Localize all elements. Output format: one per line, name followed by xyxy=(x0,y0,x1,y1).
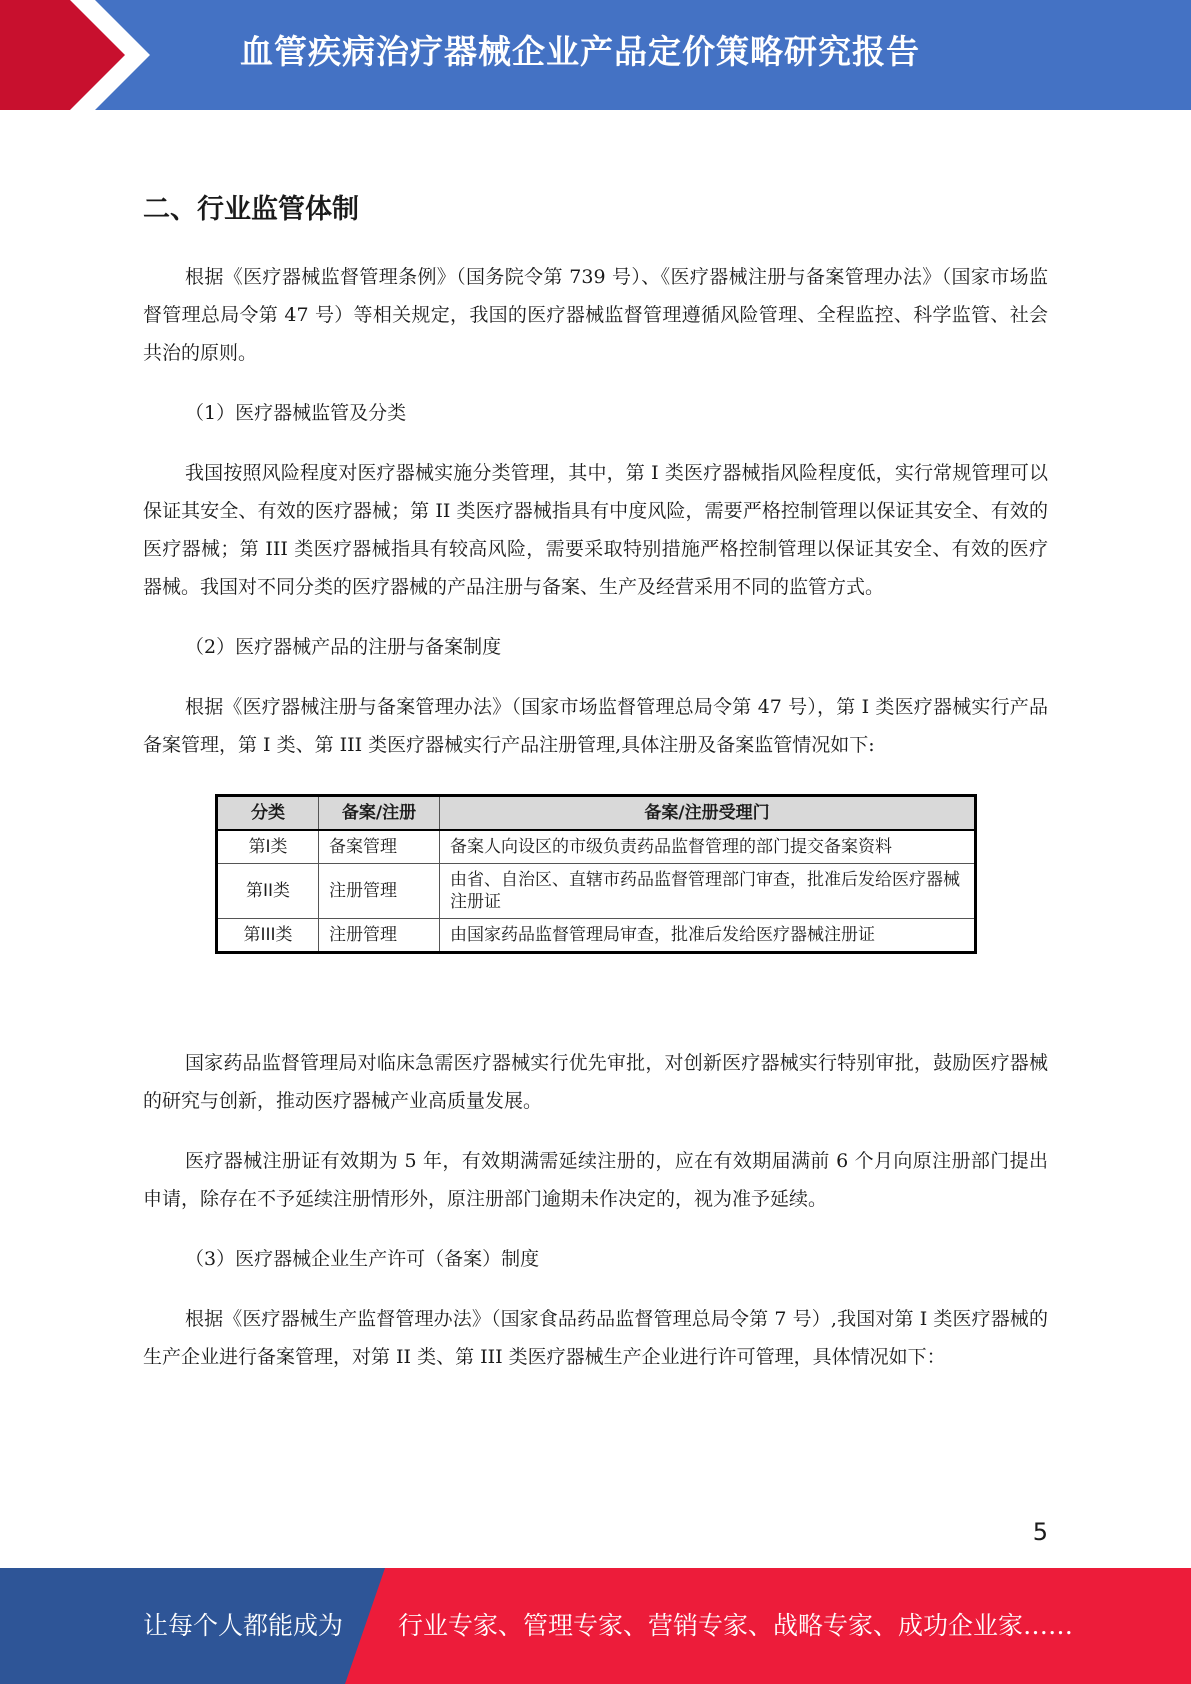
paragraph-validity: 医疗器械注册证有效期为 5 年，有效期满需延续注册的，应在有效期届满前 6 个月向原注册部门提出申请，除存在不予延续注册情形外，原注册部门逾期未作决定的，视为准予延续。 xyxy=(143,1150,1048,1210)
table-cell-category: 第II类 xyxy=(217,864,319,919)
table-row xyxy=(217,830,976,864)
page-content xyxy=(143,190,1048,1398)
registration-table xyxy=(215,794,977,954)
table-cell-department: 由国家药品监督管理局审查，批准后发给医疗器械注册证 xyxy=(440,919,976,953)
paragraph-classification: 我国按照风险程度对医疗器械实施分类管理，其中，第 I 类医疗器械指风险程度低，实行常规管理可以保证其安全、有效的医疗器械；第 II 类医疗器械指具有中度风险，需要严格控制管理以保证其安全、有效的医疗器械；第 III 类医疗器械指具有较高风险，需要采取特别措施严格控制管理以保证其安全、有效的医疗器械。我国对不同分类的医疗器械的产品注册与备案、生产及经营采用不同的监管方式。 xyxy=(143,462,1048,598)
table-header-type: 备案/注册 xyxy=(319,796,440,831)
paragraph-registration: 根据《医疗器械注册与备案管理办法》（国家市场监督管理总局令第 47 号），第 I 类医疗器械实行产品备案管理，第 I 类、第 III 类医疗器械实行产品注册管理,具体注册及备案监管情况如下: xyxy=(143,696,1048,756)
spacer xyxy=(143,954,1048,1044)
table-cell-type: 备案管理 xyxy=(319,830,440,864)
table-cell-type: 注册管理 xyxy=(319,919,440,953)
paragraph-regulation-basis: 根据《医疗器械监督管理条例》（国务院令第 739 号）、《医疗器械注册与备案管理办法》（国家市场监督管理总局令第 47 号）等相关规定，我国的医疗器械监督管理遵循风险管理、全程监控、科学监管、社会共治的原则。 xyxy=(143,266,1048,364)
table-cell-department: 备案人向设区的市级负责药品监督管理的部门提交备案资料 xyxy=(440,830,976,864)
subheading-production-license: （3）医疗器械企业生产许可（备案）制度 xyxy=(185,1248,540,1270)
subheading-registration: （2）医疗器械产品的注册与备案制度 xyxy=(185,636,502,658)
footer-slogan-left: 让每个人都能成为 xyxy=(143,1611,344,1640)
page-footer xyxy=(0,1568,1191,1684)
paragraph-production-license: 根据《医疗器械生产监督管理办法》（国家食品药品监督管理总局令第 7 号）,我国对第 I 类医疗器械的生产企业进行备案管理，对第 II 类、第 III 类医疗器械生产企业进行许可管理，具体情况如下： xyxy=(143,1308,1048,1368)
page-number: 5 xyxy=(1032,1518,1048,1546)
registration-table-wrapper xyxy=(215,794,977,954)
table-cell-type: 注册管理 xyxy=(319,864,440,919)
table-cell-category: 第I类 xyxy=(217,830,319,864)
table-row xyxy=(217,919,976,953)
table-cell-department: 由省、自治区、直辖市药品监督管理部门审查，批准后发给医疗器械注册证 xyxy=(440,864,976,919)
table-header-department: 备案/注册受理门 xyxy=(440,796,976,831)
paragraph-priority-approval: 国家药品监督管理局对临床急需医疗器械实行优先审批，对创新医疗器械实行特别审批，鼓励医疗器械的研究与创新，推动医疗器械产业高质量发展。 xyxy=(143,1052,1048,1112)
table-header-category: 分类 xyxy=(217,796,319,831)
table-cell-category: 第III类 xyxy=(217,919,319,953)
section-title: 二、行业监管体制 xyxy=(143,194,359,225)
table-header-row xyxy=(217,796,976,831)
footer-slogan-right: 行业专家、管理专家、营销专家、战略专家、成功企业家…… xyxy=(398,1611,1074,1640)
subheading-classification: （1）医疗器械监管及分类 xyxy=(185,402,407,424)
page-header xyxy=(0,0,1191,110)
table-row xyxy=(217,864,976,919)
report-title: 血管疾病治疗器械企业产品定价策略研究报告 xyxy=(240,32,920,71)
